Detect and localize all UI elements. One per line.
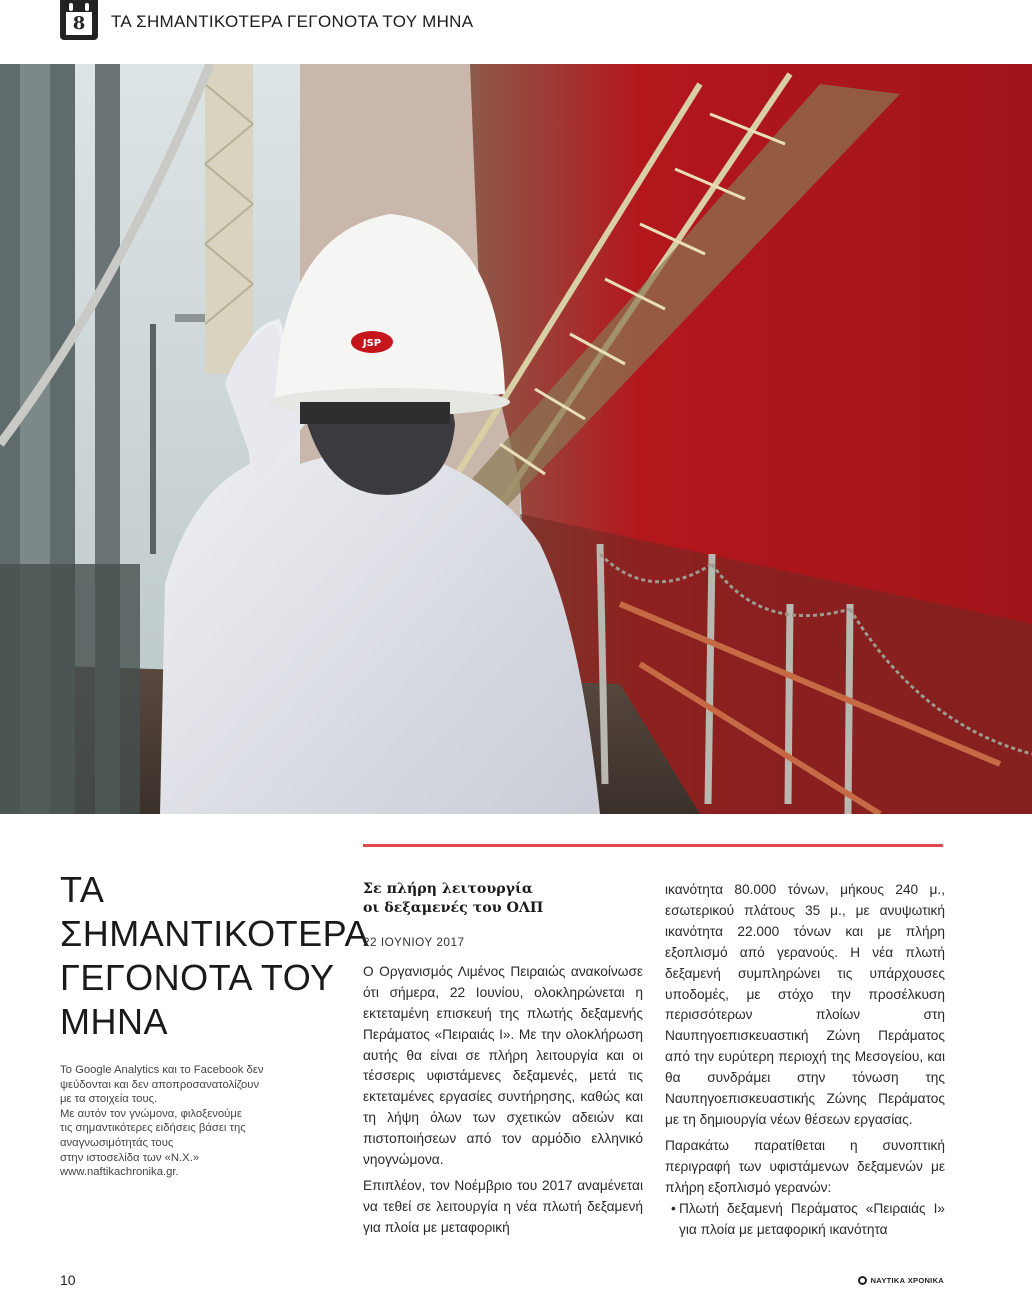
article-title — [363, 880, 643, 918]
intro-line: στην ιστοσελίδα των «Ν.Χ.» — [60, 1151, 200, 1164]
feature-title: ΤΑ ΣΗΜΑΝΤΙΚΟΤΕΡΑ ΓΕΓΟΝΟΤΑ ΤΟΥ ΜΗΝΑ — [60, 869, 368, 1042]
helmet-logo: JSP — [362, 338, 382, 349]
bullet-icon: • — [671, 1200, 676, 1216]
intro-line-website: www.naftikachronika.gr. — [60, 1166, 179, 1179]
article-paragraph: ικανότητα 80.000 τόνων, μήκους 240 μ., εσωτερικού πλάτους 35 μ., με ανυψωτική ικανότητα 22.000 τόνων και με πλήρη εξοπλισμό από γερανούς. Η νέα πλωτή δεξαμενή συμπληρώνει τις υπάρχουσες υποδομές, με στόχο την προσέλκυση περισσότερων πλοίων στη Ναυπηγοεπισκευαστική Ζώνη Περάματος από την ευρύτερη περιοχή της Μεσογείου, και θα συνδράμει στην τόνωση της Ναυπηγοεπισκευαστικής Ζώνης Περάματος με τη δημιουργία νέων θέσεων εργασίας. — [665, 882, 945, 1127]
article-column-2 — [665, 880, 945, 1240]
intro-line: αναγνωσιμότητάς τους — [60, 1136, 174, 1149]
section-title: ΤΑ ΣΗΜΑΝΤΙΚΟΤΕΡΑ ΓΕΓΟΝΟΤΑ ΤΟΥ ΜΗΝΑ — [111, 12, 474, 31]
article-paragraph: Επιπλέον, τον Νοέμβριο του 2017 αναμένεται να τεθεί σε λειτουργία η νέα πλωτή δεξαμενή για πλοία με μεταφορική — [363, 1177, 643, 1235]
article-date: 22 ΙΟΥΝΙΟΥ 2017 — [363, 935, 465, 949]
article-column-1 — [363, 880, 643, 1239]
section-divider — [363, 844, 943, 847]
page-header — [0, 0, 1032, 64]
calendar-icon — [60, 0, 98, 40]
article-paragraph: Παρακάτω παρατίθεται η συνοπτική περιγραφή των υφιστάμενων δεξαμενών με πλήρη εξοπλισμό γερανών: — [665, 1137, 945, 1195]
brand-name: ΝΑΥΤΙΚΑ ΧΡΟΝΙΚΑ — [870, 1276, 944, 1285]
intro-line: Το Google Analytics και το Facebook δεν — [60, 1064, 264, 1076]
intro-text — [60, 1063, 330, 1180]
hero-photo — [0, 64, 1032, 814]
brand-icon — [858, 1276, 867, 1285]
intro-line: ψεύδονται και δεν αποπροσανατολίζουν — [60, 1078, 260, 1091]
page-number: 10 — [60, 1272, 76, 1288]
article-title-line: οι δεξαμενές του ΟΛΠ — [363, 900, 544, 916]
brand-logo — [858, 1276, 944, 1285]
article-paragraph: Ο Οργανισμός Λιμένος Πειραιώς ανακοίνωσε ότι σήμερα, 22 Ιουνίου, ολοκληρώνεται η εκτεταμένη επισκευή της πλωτής δεξαμενής Περάματος «Πειραιάς Ι». Με την ολοκλήρωση αυτής θα είναι σε πλήρη λειτουργία και οι τέσσερις υφιστάμενες δεξαμενές, μετά τις εκτεταμένες εργασίες συντήρησης, καθώς και τη λήψη όλων των σχετικών αδειών και πιστοποιήσεων από τον αρμόδιο ελληνικό νηογνώμονα. — [363, 963, 643, 1168]
intro-line: με τα στοιχεία τους. — [60, 1093, 158, 1106]
list-item — [665, 1199, 945, 1241]
intro-line: Με αυτόν τον γνώμονα, φιλοξενούμε — [60, 1107, 242, 1120]
article-title-line: Σε πλήρη λειτουργία — [363, 881, 533, 897]
list-item-text: Πλωτή δεξαμενή Περάματος «Πειραιάς Ι» για πλοία με μεταφορική ικανότητα — [679, 1200, 945, 1237]
calendar-page-badge: 8 — [66, 12, 92, 35]
intro-line: τις σημαντικότερες ειδήσεις βάσει της — [60, 1122, 246, 1135]
